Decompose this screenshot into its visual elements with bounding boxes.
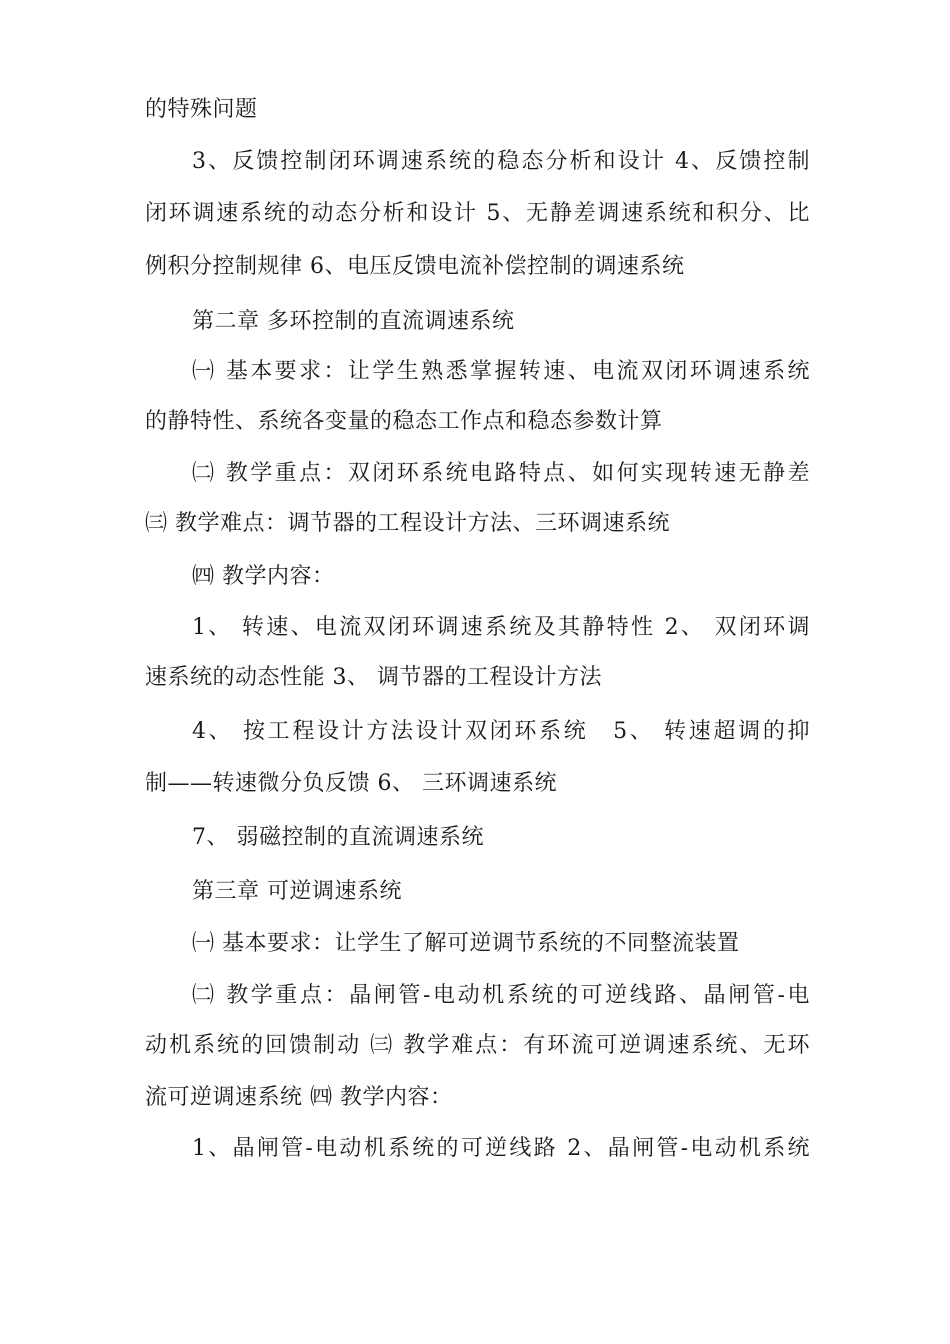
text-line-4: 例积分控制规律 6、电压反馈电流补偿控制的调速系统 — [145, 254, 685, 279]
text-line-7: 的静特性、系统各变量的稳态工作点和稳态参数计算 — [145, 409, 663, 434]
text-line-1: 的特殊问题 — [145, 97, 258, 122]
text-line-11: 1、 转速、电流双闭环调速系统及其静特性 2、 双闭环调 — [192, 615, 810, 640]
text-line-6: ㈠ 基本要求：让学生熟悉掌握转速、电流双闭环调速系统 — [192, 359, 810, 384]
text-line-18: ㈡ 教学重点：晶闸管-电动机系统的可逆线路、晶闸管-电 — [192, 983, 810, 1008]
text-line-15: 7、 弱磁控制的直流调速系统 — [192, 825, 484, 850]
text-line-3: 闭环调速系统的动态分析和设计 5、无静差调速系统和积分、比 — [145, 201, 810, 226]
chapter-2-heading: 第二章 多环控制的直流调速系统 — [192, 309, 515, 334]
text-line-2: 3、反馈控制闭环调速系统的稳态分析和设计 4、反馈控制 — [192, 149, 810, 174]
text-line-13: 4、 按工程设计方法设计双闭环系统 5、 转速超调的抑 — [192, 719, 810, 744]
text-line-19: 动机系统的回馈制动 ㈢ 教学难点：有环流可逆调速系统、无环 — [145, 1033, 810, 1058]
text-line-8: ㈡ 教学重点：双闭环系统电路特点、如何实现转速无静差 — [192, 461, 810, 486]
text-line-14: 制——转速微分负反馈 6、 三环调速系统 — [145, 771, 557, 796]
text-line-9: ㈢ 教学难点：调节器的工程设计方法、三环调速系统 — [145, 511, 670, 536]
text-line-20: 流可逆调速系统 ㈣ 教学内容： — [145, 1085, 453, 1110]
text-line-10: ㈣ 教学内容： — [192, 564, 335, 589]
text-line-17: ㈠ 基本要求：让学生了解可逆调节系统的不同整流装置 — [192, 931, 740, 956]
text-line-12: 速系统的动态性能 3、 调节器的工程设计方法 — [145, 665, 602, 690]
chapter-3-heading: 第三章 可逆调速系统 — [192, 879, 402, 904]
text-line-21: 1、晶闸管-电动机系统的可逆线路 2、晶闸管-电动机系统 — [192, 1136, 810, 1161]
